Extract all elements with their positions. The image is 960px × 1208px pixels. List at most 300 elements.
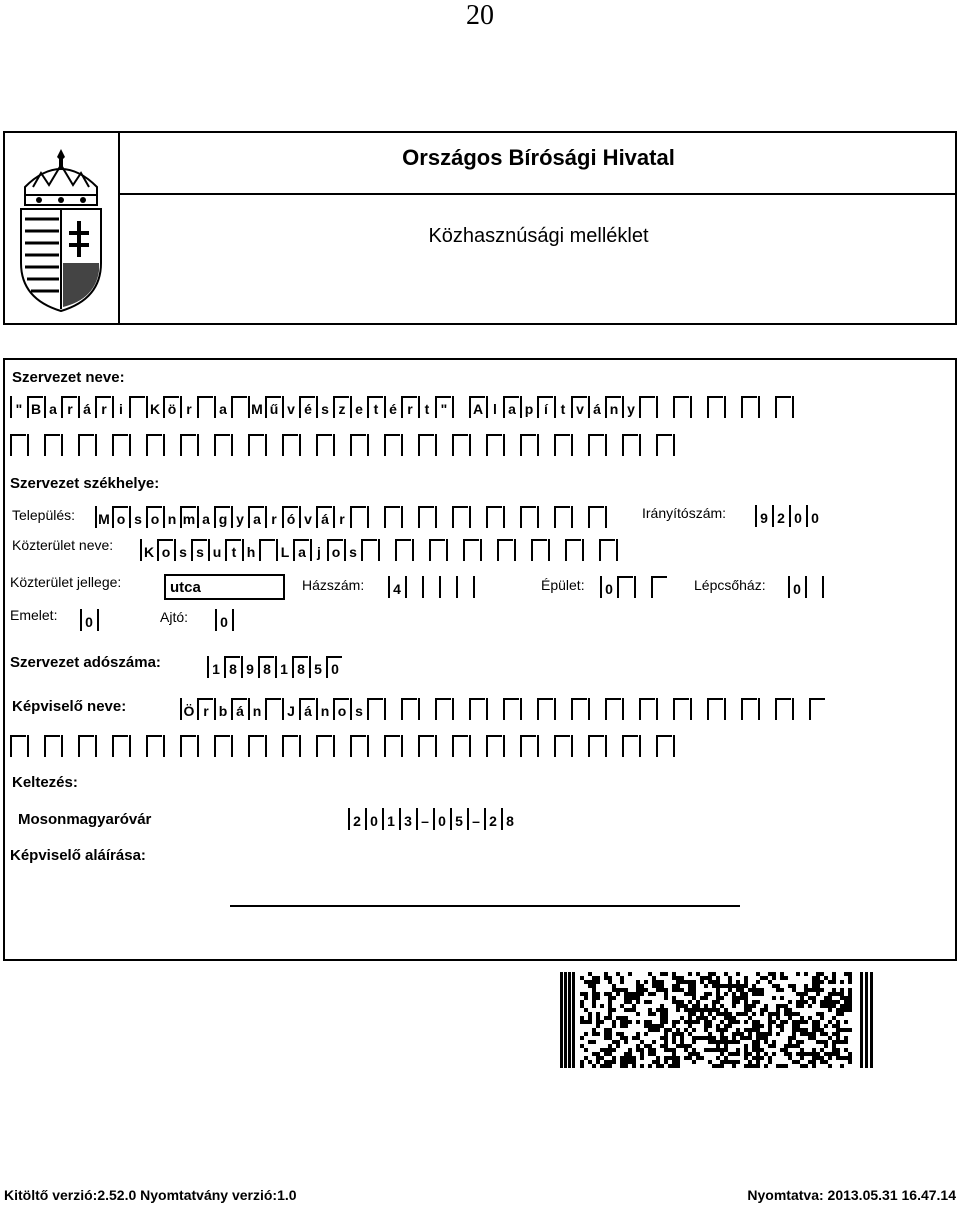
char-cell[interactable]: v	[282, 396, 298, 418]
char-cell[interactable]	[429, 539, 445, 561]
char-cell[interactable]	[656, 396, 672, 418]
staircase-label: Lépcsőház:	[694, 577, 766, 593]
char-cell[interactable]: s	[191, 539, 207, 561]
char-cell[interactable]	[469, 735, 485, 757]
char-cell[interactable]	[473, 576, 489, 598]
postcode-cells[interactable]	[755, 503, 823, 527]
char-cell[interactable]: á	[78, 396, 94, 418]
char-cell[interactable]	[418, 698, 434, 720]
char-cell[interactable]	[497, 539, 513, 561]
char-cell[interactable]	[401, 735, 417, 757]
char-cell[interactable]: y	[231, 506, 247, 528]
char-cell[interactable]	[412, 539, 428, 561]
char-cell[interactable]	[282, 735, 298, 757]
org-name-label: Szervezet neve:	[12, 369, 125, 386]
char-cell[interactable]: 4	[388, 576, 404, 598]
char-cell[interactable]	[44, 735, 60, 757]
char-cell[interactable]	[265, 434, 281, 456]
char-cell[interactable]	[639, 698, 655, 720]
char-cell[interactable]	[605, 506, 621, 528]
dating-place[interactable]: Mosonmagyaróvár	[18, 811, 152, 828]
char-cell[interactable]: A	[469, 396, 485, 418]
char-cell[interactable]: v	[571, 396, 587, 418]
char-cell[interactable]	[439, 576, 455, 598]
char-cell[interactable]: 3	[399, 808, 415, 830]
char-cell[interactable]	[588, 434, 604, 456]
char-cell[interactable]: r	[95, 396, 111, 418]
char-cell[interactable]: 1	[382, 808, 398, 830]
char-cell[interactable]: s	[344, 539, 360, 561]
char-cell[interactable]	[822, 576, 838, 598]
char-cell[interactable]	[146, 434, 162, 456]
char-cell[interactable]	[531, 539, 547, 561]
char-cell[interactable]	[97, 609, 113, 631]
representative-name-label: Képviselő neve:	[12, 698, 127, 715]
char-cell[interactable]	[690, 396, 706, 418]
char-cell[interactable]: n	[163, 506, 179, 528]
char-cell[interactable]	[463, 539, 479, 561]
char-cell[interactable]	[61, 735, 77, 757]
char-cell[interactable]: t	[418, 396, 434, 418]
char-cell[interactable]	[384, 735, 400, 757]
char-cell[interactable]: 2	[772, 505, 788, 527]
char-cell[interactable]: v	[299, 506, 315, 528]
char-cell[interactable]	[452, 506, 468, 528]
char-cell[interactable]: 5	[450, 808, 466, 830]
char-cell[interactable]: 0	[600, 576, 616, 598]
org-name-cells-line1[interactable]	[10, 394, 809, 418]
char-cell[interactable]: n	[248, 698, 264, 720]
char-cell[interactable]	[469, 434, 485, 456]
representative-name-cells-line1[interactable]	[180, 696, 826, 720]
char-cell[interactable]: M	[248, 396, 264, 418]
char-cell[interactable]	[520, 434, 536, 456]
char-cell[interactable]: e	[350, 396, 366, 418]
char-cell[interactable]: t	[554, 396, 570, 418]
char-cell[interactable]: n	[605, 396, 621, 418]
header-horizontal-divider	[120, 193, 957, 195]
char-cell[interactable]	[214, 735, 230, 757]
char-cell[interactable]	[537, 735, 553, 757]
char-cell[interactable]: 8	[292, 656, 308, 678]
char-cell[interactable]: 8	[224, 656, 240, 678]
char-cell[interactable]	[673, 396, 689, 418]
char-cell[interactable]	[44, 434, 60, 456]
postcode-label: Irányítószám:	[642, 505, 727, 521]
char-cell[interactable]	[180, 434, 196, 456]
dating-date-cells[interactable]	[348, 806, 518, 830]
char-cell[interactable]	[758, 698, 774, 720]
char-cell[interactable]: n	[316, 698, 332, 720]
footer-version: Kitöltő verzió:2.52.0 Nyomtatvány verzió:1.0	[4, 1187, 297, 1203]
char-cell[interactable]	[565, 539, 581, 561]
char-cell[interactable]	[503, 506, 519, 528]
char-cell[interactable]	[418, 735, 434, 757]
char-cell[interactable]	[622, 698, 638, 720]
char-cell[interactable]: l	[486, 396, 502, 418]
char-cell[interactable]	[514, 539, 530, 561]
char-cell[interactable]: g	[214, 506, 230, 528]
char-cell[interactable]	[27, 735, 43, 757]
floor-label: Emelet:	[10, 607, 58, 623]
char-cell[interactable]	[231, 735, 247, 757]
char-cell[interactable]	[605, 735, 621, 757]
char-cell[interactable]: i	[112, 396, 128, 418]
char-cell[interactable]	[724, 396, 740, 418]
char-cell[interactable]	[265, 735, 281, 757]
char-cell[interactable]	[599, 539, 615, 561]
char-cell[interactable]	[231, 434, 247, 456]
char-cell[interactable]: –	[416, 808, 432, 830]
char-cell[interactable]: ű	[265, 396, 281, 418]
char-cell[interactable]	[316, 434, 332, 456]
char-cell[interactable]	[452, 735, 468, 757]
char-cell[interactable]: p	[520, 396, 536, 418]
char-cell[interactable]: B	[27, 396, 43, 418]
char-cell[interactable]	[422, 576, 438, 598]
char-cell[interactable]	[775, 396, 791, 418]
char-cell[interactable]	[571, 506, 587, 528]
char-cell[interactable]: L	[276, 539, 292, 561]
char-cell[interactable]	[405, 576, 421, 598]
char-cell[interactable]	[378, 539, 394, 561]
org-name-cells-line2[interactable]	[10, 432, 690, 456]
char-cell[interactable]	[656, 434, 672, 456]
char-cell[interactable]: –	[467, 808, 483, 830]
char-cell[interactable]: 5	[309, 656, 325, 678]
char-cell[interactable]	[401, 434, 417, 456]
coat-of-arms-icon	[15, 143, 107, 318]
char-cell[interactable]	[554, 698, 570, 720]
char-cell[interactable]	[616, 539, 632, 561]
char-cell[interactable]	[435, 434, 451, 456]
char-cell[interactable]	[446, 539, 462, 561]
char-cell[interactable]: t	[367, 396, 383, 418]
char-cell[interactable]: 1	[207, 656, 223, 678]
char-cell[interactable]	[384, 434, 400, 456]
char-cell[interactable]: t	[225, 539, 241, 561]
char-cell[interactable]: 0	[80, 609, 96, 631]
char-cell[interactable]	[639, 434, 655, 456]
building-label: Épület:	[541, 577, 585, 593]
char-cell[interactable]	[367, 506, 383, 528]
char-cell[interactable]	[554, 434, 570, 456]
char-cell[interactable]	[469, 506, 485, 528]
char-cell[interactable]	[456, 576, 472, 598]
char-cell[interactable]: o	[146, 506, 162, 528]
char-cell[interactable]	[520, 735, 536, 757]
barcode-icon	[560, 972, 878, 1068]
char-cell[interactable]	[639, 396, 655, 418]
char-cell[interactable]: "	[10, 396, 26, 418]
char-cell[interactable]	[537, 698, 553, 720]
char-cell[interactable]	[673, 434, 689, 456]
char-cell[interactable]	[78, 735, 94, 757]
dating-label: Keltezés:	[12, 774, 78, 791]
char-cell[interactable]	[435, 735, 451, 757]
char-cell[interactable]: r	[61, 396, 77, 418]
char-cell[interactable]	[95, 434, 111, 456]
char-cell[interactable]	[350, 434, 366, 456]
char-cell[interactable]	[724, 698, 740, 720]
char-cell[interactable]	[588, 698, 604, 720]
char-cell[interactable]: é	[384, 396, 400, 418]
page-number: 20	[466, 0, 494, 31]
char-cell[interactable]	[146, 735, 162, 757]
char-cell[interactable]	[299, 434, 315, 456]
char-cell[interactable]: "	[435, 396, 451, 418]
char-cell[interactable]: K	[140, 539, 156, 561]
char-cell[interactable]	[129, 396, 145, 418]
char-cell[interactable]	[503, 434, 519, 456]
char-cell[interactable]	[707, 698, 723, 720]
char-cell[interactable]	[248, 434, 264, 456]
char-cell[interactable]	[588, 735, 604, 757]
char-cell[interactable]	[129, 434, 145, 456]
char-cell[interactable]	[486, 735, 502, 757]
char-cell[interactable]: Ö	[180, 698, 196, 720]
char-cell[interactable]	[418, 506, 434, 528]
char-cell[interactable]	[112, 434, 128, 456]
char-cell[interactable]: ö	[163, 396, 179, 418]
char-cell[interactable]: s	[174, 539, 190, 561]
char-cell[interactable]	[299, 735, 315, 757]
char-cell[interactable]	[10, 735, 26, 757]
char-cell[interactable]	[367, 735, 383, 757]
char-cell[interactable]: a	[503, 396, 519, 418]
char-cell[interactable]	[95, 735, 111, 757]
char-cell[interactable]	[622, 434, 638, 456]
char-cell[interactable]	[112, 735, 128, 757]
char-cell[interactable]	[129, 735, 145, 757]
street-type-field[interactable]: utca	[164, 574, 285, 600]
char-cell[interactable]: 0	[788, 576, 804, 598]
char-cell[interactable]	[361, 539, 377, 561]
char-cell[interactable]	[588, 506, 604, 528]
char-cell[interactable]	[741, 698, 757, 720]
char-cell[interactable]	[537, 506, 553, 528]
settlement-cells[interactable]	[95, 504, 622, 528]
char-cell[interactable]: á	[588, 396, 604, 418]
char-cell[interactable]: á	[299, 698, 315, 720]
char-cell[interactable]	[367, 698, 383, 720]
char-cell[interactable]: é	[299, 396, 315, 418]
street-type-label: Közterület jellege:	[10, 574, 122, 590]
char-cell[interactable]: K	[146, 396, 162, 418]
char-cell[interactable]	[180, 735, 196, 757]
char-cell[interactable]	[197, 396, 213, 418]
char-cell[interactable]: m	[180, 506, 196, 528]
tax-number-label: Szervezet adószáma:	[10, 654, 161, 671]
char-cell[interactable]: a	[197, 506, 213, 528]
char-cell[interactable]	[605, 434, 621, 456]
char-cell[interactable]	[232, 609, 248, 631]
char-cell[interactable]	[435, 506, 451, 528]
char-cell[interactable]: a	[293, 539, 309, 561]
char-cell[interactable]	[10, 434, 26, 456]
char-cell[interactable]	[350, 735, 366, 757]
char-cell[interactable]	[809, 698, 825, 720]
char-cell[interactable]: 0	[215, 609, 231, 631]
char-cell[interactable]	[622, 735, 638, 757]
house-number-cells[interactable]	[388, 574, 490, 598]
door-cells[interactable]	[215, 607, 249, 631]
char-cell[interactable]	[486, 434, 502, 456]
char-cell[interactable]: o	[112, 506, 128, 528]
representative-name-cells-line2[interactable]	[10, 733, 690, 757]
char-cell[interactable]: s	[350, 698, 366, 720]
char-cell[interactable]: í	[537, 396, 553, 418]
char-cell[interactable]: r	[180, 396, 196, 418]
char-cell[interactable]	[548, 539, 564, 561]
char-cell[interactable]	[367, 434, 383, 456]
char-cell[interactable]	[741, 396, 757, 418]
char-cell[interactable]	[248, 735, 264, 757]
char-cell[interactable]	[651, 576, 667, 598]
char-cell[interactable]: 9	[241, 656, 257, 678]
char-cell[interactable]	[163, 434, 179, 456]
char-cell[interactable]: 0	[365, 808, 381, 830]
char-cell[interactable]	[350, 506, 366, 528]
char-cell[interactable]	[503, 735, 519, 757]
char-cell[interactable]	[469, 698, 485, 720]
char-cell[interactable]: 8	[258, 656, 274, 678]
char-cell[interactable]: 0	[326, 656, 342, 678]
char-cell[interactable]	[282, 434, 298, 456]
char-cell[interactable]	[582, 539, 598, 561]
char-cell[interactable]	[78, 434, 94, 456]
char-cell[interactable]: 0	[789, 505, 805, 527]
floor-cells[interactable]	[80, 607, 114, 631]
char-cell[interactable]	[197, 434, 213, 456]
char-cell[interactable]: o	[333, 698, 349, 720]
char-cell[interactable]	[61, 434, 77, 456]
char-cell[interactable]	[656, 735, 672, 757]
char-cell[interactable]	[792, 698, 808, 720]
char-cell[interactable]	[775, 698, 791, 720]
char-cell[interactable]: h	[242, 539, 258, 561]
char-cell[interactable]	[27, 434, 43, 456]
char-cell[interactable]	[554, 506, 570, 528]
char-cell[interactable]	[384, 698, 400, 720]
char-cell[interactable]: a	[214, 396, 230, 418]
char-cell[interactable]	[197, 735, 213, 757]
staircase-cells[interactable]	[788, 574, 839, 598]
char-cell[interactable]	[758, 396, 774, 418]
char-cell[interactable]: r	[265, 506, 281, 528]
char-cell[interactable]	[486, 506, 502, 528]
char-cell[interactable]: u	[208, 539, 224, 561]
header-subtitle: Közhasznúsági melléklet	[428, 225, 649, 247]
char-cell[interactable]	[503, 698, 519, 720]
char-cell[interactable]	[707, 396, 723, 418]
char-cell[interactable]: ó	[282, 506, 298, 528]
char-cell[interactable]: s	[129, 506, 145, 528]
char-cell[interactable]	[617, 576, 633, 598]
char-cell[interactable]	[673, 698, 689, 720]
char-cell[interactable]	[520, 698, 536, 720]
char-cell[interactable]	[554, 735, 570, 757]
char-cell[interactable]	[634, 576, 650, 598]
char-cell[interactable]	[639, 735, 655, 757]
char-cell[interactable]	[805, 576, 821, 598]
char-cell[interactable]: r	[401, 396, 417, 418]
char-cell[interactable]	[265, 698, 281, 720]
char-cell[interactable]	[163, 735, 179, 757]
char-cell[interactable]: á	[316, 506, 332, 528]
tax-number-cells[interactable]	[207, 654, 343, 678]
char-cell[interactable]	[673, 735, 689, 757]
org-seat-label: Szervezet székhelye:	[10, 475, 160, 492]
header-title: Országos Bírósági Hivatal	[402, 145, 675, 170]
char-cell[interactable]	[333, 735, 349, 757]
char-cell[interactable]	[384, 506, 400, 528]
char-cell[interactable]	[333, 434, 349, 456]
char-cell[interactable]: 9	[755, 505, 771, 527]
char-cell[interactable]	[452, 698, 468, 720]
char-cell[interactable]: y	[622, 396, 638, 418]
char-cell[interactable]	[231, 396, 247, 418]
char-cell[interactable]: s	[316, 396, 332, 418]
char-cell[interactable]: j	[310, 539, 326, 561]
char-cell[interactable]: 2	[348, 808, 364, 830]
char-cell[interactable]: 1	[275, 656, 291, 678]
char-cell[interactable]	[214, 434, 230, 456]
char-cell[interactable]	[537, 434, 553, 456]
char-cell[interactable]	[401, 698, 417, 720]
char-cell[interactable]	[486, 698, 502, 720]
char-cell[interactable]	[571, 735, 587, 757]
char-cell[interactable]: 8	[501, 808, 517, 830]
char-cell[interactable]: 0	[433, 808, 449, 830]
char-cell[interactable]: á	[231, 698, 247, 720]
char-cell[interactable]: r	[333, 506, 349, 528]
char-cell[interactable]	[571, 698, 587, 720]
char-cell[interactable]	[520, 506, 536, 528]
form-header	[3, 131, 957, 325]
char-cell[interactable]: b	[214, 698, 230, 720]
char-cell[interactable]: 2	[484, 808, 500, 830]
char-cell[interactable]: r	[197, 698, 213, 720]
signature-line	[230, 905, 740, 907]
char-cell[interactable]	[316, 735, 332, 757]
char-cell[interactable]	[571, 434, 587, 456]
char-cell[interactable]	[259, 539, 275, 561]
char-cell[interactable]: M	[95, 506, 111, 528]
char-cell[interactable]	[690, 698, 706, 720]
char-cell[interactable]: a	[44, 396, 60, 418]
char-cell[interactable]	[605, 698, 621, 720]
char-cell[interactable]	[480, 539, 496, 561]
char-cell[interactable]	[792, 396, 808, 418]
char-cell[interactable]: a	[248, 506, 264, 528]
char-cell[interactable]	[401, 506, 417, 528]
char-cell[interactable]: o	[157, 539, 173, 561]
char-cell[interactable]: J	[282, 698, 298, 720]
char-cell[interactable]	[452, 434, 468, 456]
char-cell[interactable]: o	[327, 539, 343, 561]
char-cell[interactable]	[656, 698, 672, 720]
street-cells[interactable]	[140, 537, 633, 561]
char-cell[interactable]: z	[333, 396, 349, 418]
char-cell[interactable]: 0	[806, 505, 822, 527]
char-cell[interactable]	[452, 396, 468, 418]
char-cell[interactable]	[418, 434, 434, 456]
building-cells[interactable]	[600, 574, 668, 598]
char-cell[interactable]	[435, 698, 451, 720]
char-cell[interactable]	[395, 539, 411, 561]
settlement-label: Település:	[12, 507, 76, 523]
